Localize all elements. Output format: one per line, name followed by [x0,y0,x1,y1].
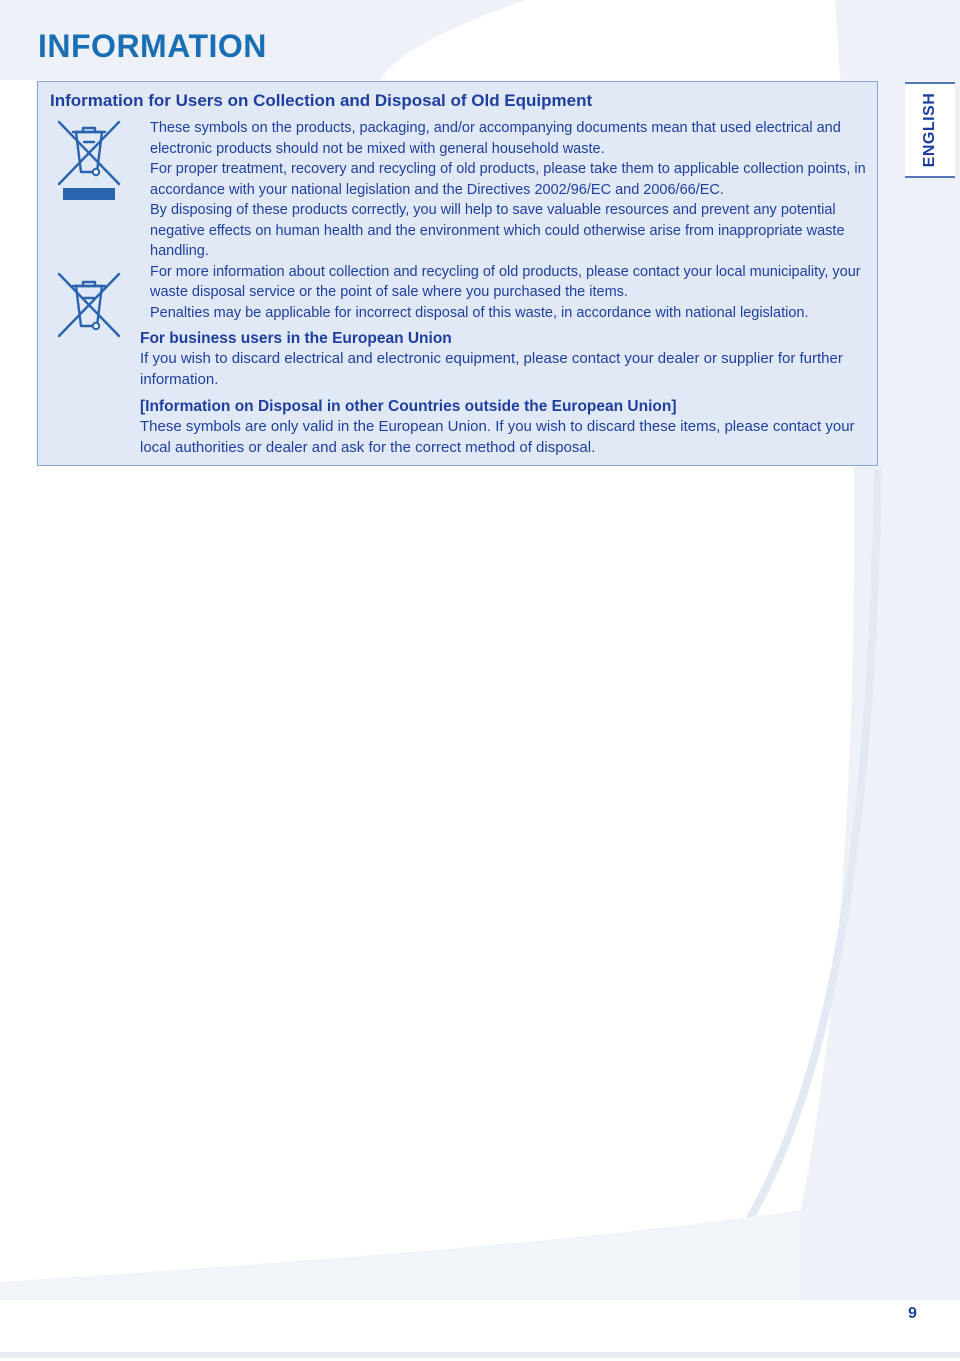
paragraph-more-information: For more information about collection and recycling of old products, please contact your local municipality, your waste disposal service or the point of sale where you purchased the items. [150,263,861,300]
info-box-title: Information for Users on Collection and Disposal of Old Equipment [50,91,593,110]
symbols-explanation [150,118,870,323]
paragraph-disposing-correctly: By disposing of these products correctly, you will help to save valuable resources and prevent any potential negative effects on human health and the environment which could otherwise arise from inappropriate waste handling. [150,202,845,259]
language-tab [905,82,955,178]
page-number: 9 [908,1305,917,1322]
business-users-section [140,328,870,390]
crossed-wheelie-bin-with-bar-icon [56,118,122,204]
language-tab-label: ENGLISH [921,92,938,168]
paragraph-proper-treatment: For proper treatment, recovery and recycling of old products, please take them to applicable collection points, in accordance with your national legislation and the Directives 2002/96/EC and 2006/66/EC. [150,161,866,198]
page-title: INFORMATION [38,28,267,64]
paragraph-symbols-meaning: These symbols on the products, packaging, and/or accompanying documents mean that used electrical and electronic products should not be mixed with general household waste. [150,120,841,157]
crossed-wheelie-bin-icon [56,272,122,340]
business-users-text: If you wish to discard electrical and electronic equipment, please contact your dealer or supplier for further information. [140,350,843,388]
paragraph-penalties: Penalties may be applicable for incorrect disposal of this waste, in accordance with national legislation. [150,304,809,321]
other-countries-text: These symbols are only valid in the European Union. If you wish to discard these items, please contact your local authorities or dealer and ask for the correct method of disposal. [140,418,855,456]
business-users-heading: For business users in the European Union [140,330,452,347]
disposal-info-box [37,81,878,466]
other-countries-heading: [Information on Disposal in other Countries outside the European Union] [140,398,677,415]
other-countries-section [140,396,870,458]
